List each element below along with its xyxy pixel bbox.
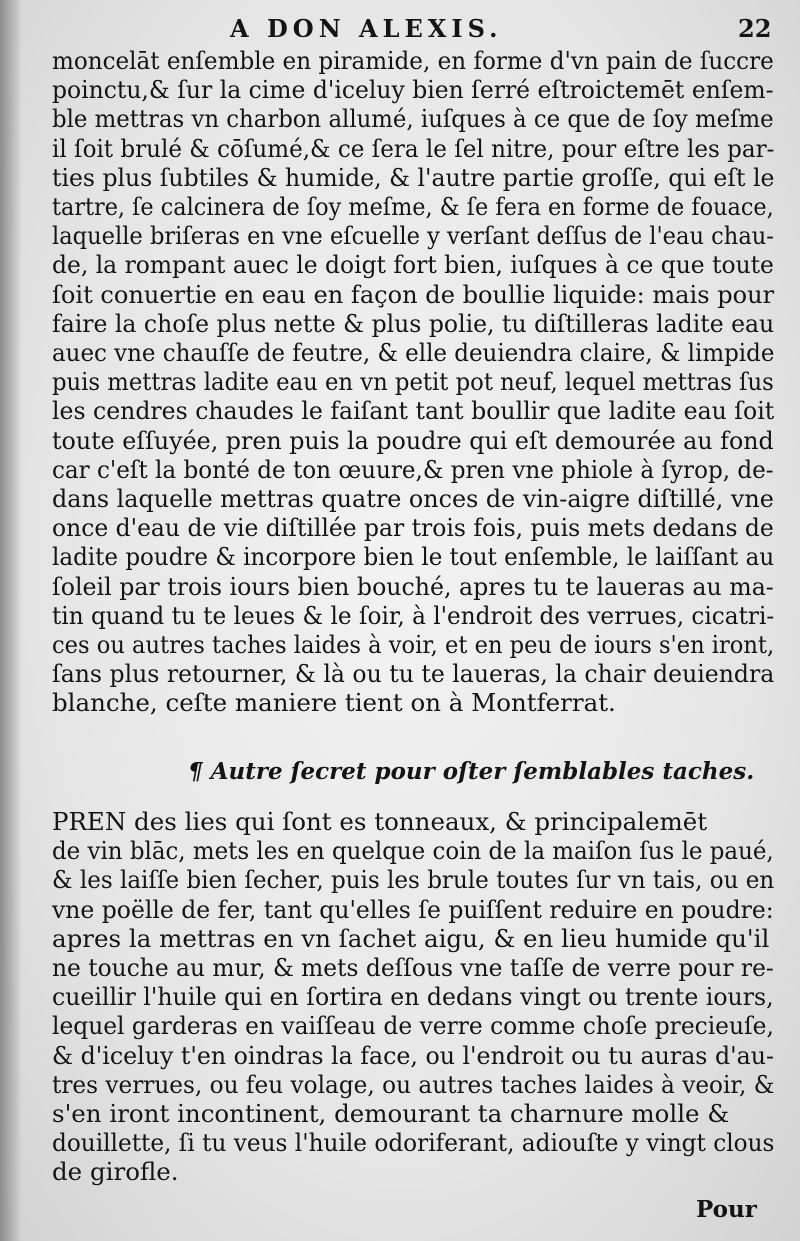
catchword: Pour [696, 1196, 757, 1223]
text-line: lequel garderas en vaiſſeau de verre comme choſe precieuſe, [52, 1011, 774, 1041]
text-line: ſoleil par trois iours bien bouché, apres tu te laueras au ma- [52, 571, 774, 601]
text-line: ne touche au mur, & mets deſſous vne taſſe de verre pour re- [52, 953, 774, 983]
text-line: douillette, ſi tu veus l'huile odoriferant, adiouſte y vingt clous [52, 1128, 775, 1158]
text-line: les cendres chaudes le faiſant tant boullir que ladite eau ſoit [52, 396, 775, 426]
text-line: s'en iront incontinent, demourant ta charnure molle & [52, 1099, 730, 1129]
text-line: faire la choſe plus nette & plus polie, tu diſtilleras ladite eau [52, 308, 775, 338]
text-line: de girofle. [52, 1157, 179, 1187]
page-header [0, 8, 800, 48]
text-line: tartre, ſe calcinera de ſoy meſme, & ſe fera en forme de fouace, [52, 192, 774, 222]
paragraph-1 [52, 46, 774, 718]
text-line: ble mettras vn charbon allumé, iuſques à ce que de ſoy meſme [52, 104, 774, 134]
text-line: poinctu,& ſur la cime d'iceluy bien ſerré eſtroictemēt enſem- [52, 75, 774, 105]
text-line: car c'eſt la bonté de ton œuure,& pren vne phiole à ſyrop, de- [52, 454, 774, 484]
text-line: ces ou autres taches laides à voir, et en peu de iours s'en iront, [52, 630, 775, 660]
text-line: auec vne chauſſe de feutre, & elle deuiendra claire, & limpide [52, 338, 775, 368]
text-line: cueillir l'huile qui en ſortira en dedans vingt ou trente iours, [52, 982, 774, 1012]
text-line: de, la rompant auec le doigt fort bien, iuſques à ce que toute [52, 250, 774, 280]
text-line: il ſoit brulé & cōſumé,& ce ſera le ſel nitre, pour eſtre les par- [52, 133, 775, 163]
paragraph-2 [52, 807, 774, 1187]
text-line: ſoit conuertie en eau en façon de boullie liquide: mais pour [52, 279, 775, 309]
text-line: tin quand tu te leues & le ſoir, à l'endroit des verrues, cicatri- [52, 600, 775, 630]
text-line: ſans plus retourner, & là ou tu te laueras, la chair deuiendra [52, 659, 775, 689]
text-line: puis mettras ladite eau en vn petit pot neuf, lequel mettras ſus [52, 367, 774, 397]
section-heading: ¶ Autre ſecret pour oſter ſemblables taches. [188, 758, 755, 785]
text-line: ladite poudre & incorpore bien le tout enſemble, le laiſſant au [52, 542, 775, 572]
text-line: laquelle briſeras en vne eſcuelle y verſant deſſus de l'eau chau- [52, 221, 774, 251]
text-line: apres la mettras en vn ſachet aigu, & en lieu humide qu'il [52, 923, 770, 953]
text-line: once d'eau de vie diſtillée par trois fois, puis mets dedans de [52, 513, 774, 543]
text-line: toute eſſuyée, pren puis la poudre qui eſt demourée au fond [52, 425, 774, 455]
text-line: ties plus ſubtiles & humide, & l'autre partie groſſe, qui eſt le [52, 162, 775, 192]
text-line: blanche, ceſte maniere tient on à Montferrat. [52, 688, 616, 718]
text-line: moncelāt enſemble en piramide, en forme d'vn pain de ſuccre [52, 46, 774, 75]
text-line: & les laiſſe bien ſecher, puis les brule toutes ſur vn tais, ou en [52, 865, 775, 895]
text-line: de vin blāc, mets les en quelque coin de la maiſon ſus le paué, [52, 836, 774, 866]
page-number: 22 [738, 14, 772, 43]
text-line: vne poëlle de fer, tant qu'elles ſe puiſſent reduire en poudre: [52, 894, 774, 924]
text-line: & d'iceluy t'en oindras la face, ou l'endroit ou tu auras d'au- [52, 1040, 775, 1070]
running-head: A DON ALEXIS. [230, 14, 503, 43]
text-line: PREN des lies qui ſont es tonneaux, & principalemēt [52, 807, 708, 836]
text-line: tres verrues, ou feu volage, ou autres taches laides à veoir, & [52, 1069, 775, 1099]
page-edge-shadow [0, 0, 22, 1241]
text-line: dans laquelle mettras quatre onces de vin-aigre diſtillé, vne [52, 484, 774, 514]
